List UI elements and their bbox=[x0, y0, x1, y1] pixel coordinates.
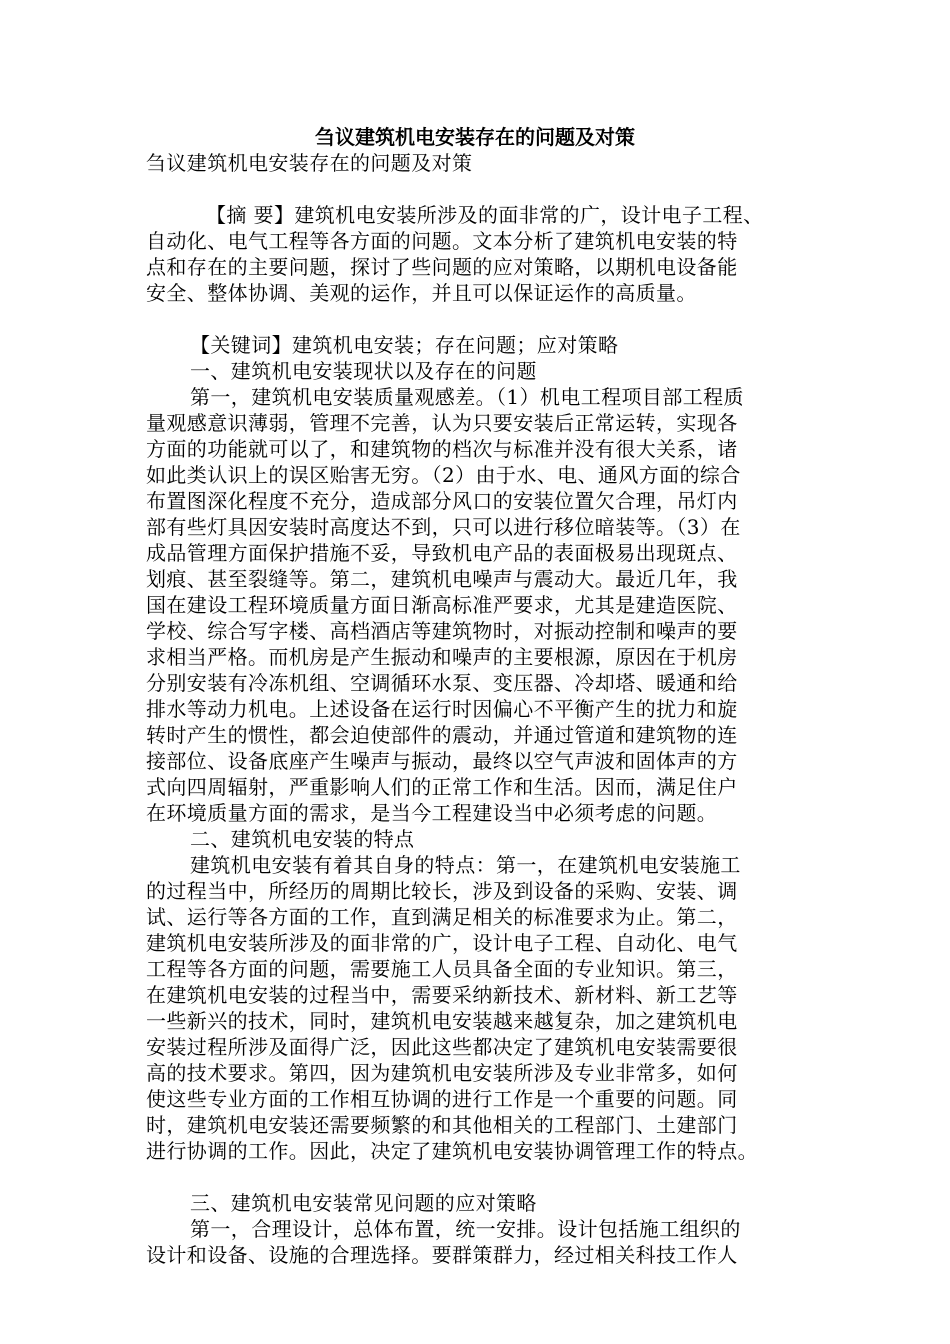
paragraph-line: 时，建筑机电安装还需要频繁的和其他相关的工程部门、土建部门 bbox=[146, 1113, 738, 1137]
section-1-paragraph bbox=[146, 384, 811, 826]
paragraph-line: 转时产生的惯性，都会迫使部件的震动，并通过管道和建筑物的连 bbox=[146, 723, 738, 747]
abstract-line: 安全、整体协调、美观的运作，并且可以保证运作的高质量。 bbox=[146, 281, 697, 305]
abstract-line: 点和存在的主要问题，探讨了些问题的应对策略，以期机电设备能 bbox=[146, 255, 738, 279]
paragraph-line: 部有些灯具因安装时高度达不到，只可以进行移位暗装等。（3）在 bbox=[146, 515, 741, 539]
abstract-line: 【摘 要】建筑机电安装所涉及的面非常的广，设计电子工程、 bbox=[206, 203, 764, 227]
paragraph-line: 如此类认识上的误区贻害无穷。（2）由于水、电、通风方面的综合 bbox=[146, 463, 741, 487]
paragraph-line: 高的技术要求。第四，因为建筑机电安装所涉及专业非常多，如何 bbox=[146, 1061, 738, 1085]
paragraph-line: 建筑机电安装有着其自身的特点：第一，在建筑机电安装施工 bbox=[190, 853, 741, 877]
section-heading-3: 三、建筑机电安装常见问题的应对策略 bbox=[190, 1191, 537, 1215]
paragraph-line: 划痕、甚至裂缝等。第二，建筑机电噪声与震动大。最近几年，我 bbox=[146, 567, 738, 591]
paragraph-line: 第一，建筑机电安装质量观感差。（1）机电工程项目部工程质 bbox=[190, 385, 744, 409]
paragraph-line: 排水等动力机电。上述设备在运行时因偏心不平衡产生的扰力和旋 bbox=[146, 697, 738, 721]
abstract-paragraph bbox=[146, 202, 811, 306]
paragraph-line: 求相当严格。而机房是产生振动和噪声的主要根源，原因在于机房 bbox=[146, 645, 738, 669]
paragraph-line: 的过程当中，所经历的周期比较长，涉及到设备的采购、安装、调 bbox=[146, 879, 738, 903]
section-heading-2: 二、建筑机电安装的特点 bbox=[190, 827, 415, 851]
paragraph-line: 工程等各方面的问题，需要施工人员具备全面的专业知识。第三， bbox=[146, 957, 738, 981]
paragraph-line: 学校、综合写字楼、高档酒店等建筑物时，对振动控制和噪声的要 bbox=[146, 619, 738, 643]
document-body bbox=[146, 150, 811, 1268]
paragraph-line: 建筑机电安装所涉及的面非常的广，设计电子工程、自动化、电气 bbox=[146, 931, 738, 955]
paragraph-line: 使这些专业方面的工作相互协调的进行工作是一个重要的问题。同 bbox=[146, 1087, 738, 1111]
paragraph-line: 接部位、设备底座产生噪声与振动，最终以空气声波和固体声的方 bbox=[146, 749, 738, 773]
document-subtitle: 刍议建筑机电安装存在的问题及对策 bbox=[146, 151, 473, 175]
abstract-line: 自动化、电气工程等各方面的问题。文本分析了建筑机电安装的特 bbox=[146, 229, 738, 253]
paragraph-line: 布置图深化程度不充分，造成部分风口的安装位置欠合理，吊灯内 bbox=[146, 489, 738, 513]
paragraph-line: 安装过程所涉及面得广泛，因此这些都决定了建筑机电安装需要很 bbox=[146, 1035, 738, 1059]
keywords-line: 【关键词】建筑机电安装；存在问题；应对策略 bbox=[190, 333, 619, 357]
paragraph-line: 成品管理方面保护措施不妥，导致机电产品的表面极易出现斑点、 bbox=[146, 541, 738, 565]
paragraph-line: 设计和设备、设施的合理选择。要群策群力，经过相关科技工作人 bbox=[146, 1243, 738, 1267]
paragraph-line: 一些新兴的技术，同时，建筑机电安装越来越复杂，加之建筑机电 bbox=[146, 1009, 738, 1033]
paragraph-line: 方面的功能就可以了，和建筑物的档次与标准并没有很大关系，诸 bbox=[146, 437, 738, 461]
paragraph-line: 在环境质量方面的需求，是当今工程建设当中必须考虑的问题。 bbox=[146, 801, 718, 825]
paragraph-line: 国在建设工程环境质量方面日渐高标准严要求，尤其是建造医院、 bbox=[146, 593, 738, 617]
paragraph-line: 式向四周辐射，严重影响人们的正常工作和生活。因而，满足住户 bbox=[146, 775, 738, 799]
paragraph-line: 试、运行等各方面的工作，直到满足相关的标准要求为止。第二， bbox=[146, 905, 738, 929]
section-2-paragraph bbox=[146, 852, 811, 1164]
section-3-paragraph bbox=[146, 1216, 811, 1268]
paragraph-line: 第一，合理设计，总体布置，统一安排。设计包括施工组织的 bbox=[190, 1217, 741, 1241]
paragraph-line: 量观感意识薄弱，管理不完善，认为只要安装后正常运转，实现各 bbox=[146, 411, 738, 435]
document-title: 刍议建筑机电安装存在的问题及对策 bbox=[315, 125, 635, 149]
paragraph-line: 进行协调的工作。因此，决定了建筑机电安装协调管理工作的特点。 bbox=[146, 1139, 758, 1163]
section-heading-1: 一、建筑机电安装现状以及存在的问题 bbox=[190, 359, 537, 383]
paragraph-line: 分别安装有冷冻机组、空调循环水泵、变压器、冷却塔、暖通和给 bbox=[146, 671, 738, 695]
paragraph-line: 在建筑机电安装的过程当中，需要采纳新技术、新材料、新工艺等 bbox=[146, 983, 738, 1007]
